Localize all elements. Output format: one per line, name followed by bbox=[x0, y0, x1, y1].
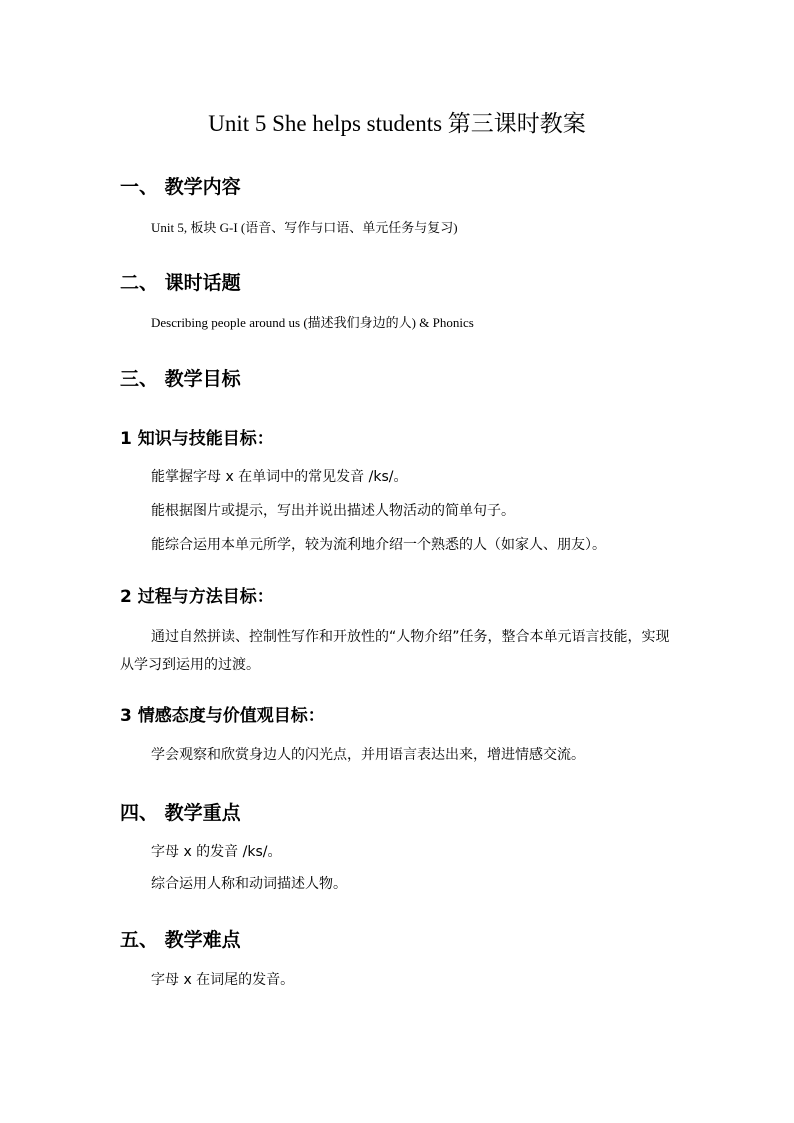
section-heading-teaching-content: 一、 教学内容 bbox=[120, 176, 241, 198]
key-point-item-2: 综合运用人称和动词描述人物。 bbox=[151, 876, 347, 892]
teaching-content-text: Unit 5, 板块 G-I (语音、写作与口语、单元任务与复习) bbox=[151, 220, 458, 235]
lesson-topic-text: Describing people around us (描述我们身边的人) & Phonics bbox=[151, 315, 474, 330]
knowledge-item-3: 能综合运用本单元所学，较为流利地介绍一个熟悉的人（如家人、朋友）。 bbox=[151, 537, 606, 553]
subheading-process-methods: 2 过程与方法目标： bbox=[120, 587, 274, 607]
knowledge-item-2: 能根据图片或提示，写出并说出描述人物活动的简单句子。 bbox=[151, 503, 515, 519]
emotion-values-text: 学会观察和欣赏身边人的闪光点，并用语言表达出来，增进情感交流。 bbox=[151, 747, 585, 763]
process-methods-text: 通过自然拼读、控制性写作和开放性的“人物介绍”任务，整合本单元语言技能，实现从学习到运用的过渡。 bbox=[120, 629, 670, 673]
subheading-knowledge-skills: 1 知识与技能目标： bbox=[120, 429, 274, 449]
document-title: Unit 5 She helps students 第三课时教案 bbox=[208, 111, 586, 136]
section-heading-lesson-topic: 二、 课时话题 bbox=[120, 272, 241, 294]
subheading-emotion-values: 3 情感态度与价值观目标： bbox=[120, 706, 325, 726]
section-heading-difficult-points: 五、 教学难点 bbox=[120, 929, 241, 951]
knowledge-item-1: 能掌握字母 x 在单词中的常见发音 /ks/。 bbox=[151, 469, 408, 485]
section-heading-objectives: 三、 教学目标 bbox=[120, 368, 241, 390]
key-point-item-1: 字母 x 的发音 /ks/。 bbox=[151, 844, 282, 860]
section-heading-key-points: 四、 教学重点 bbox=[120, 802, 241, 824]
difficult-point-item-1: 字母 x 在词尾的发音。 bbox=[151, 972, 295, 988]
